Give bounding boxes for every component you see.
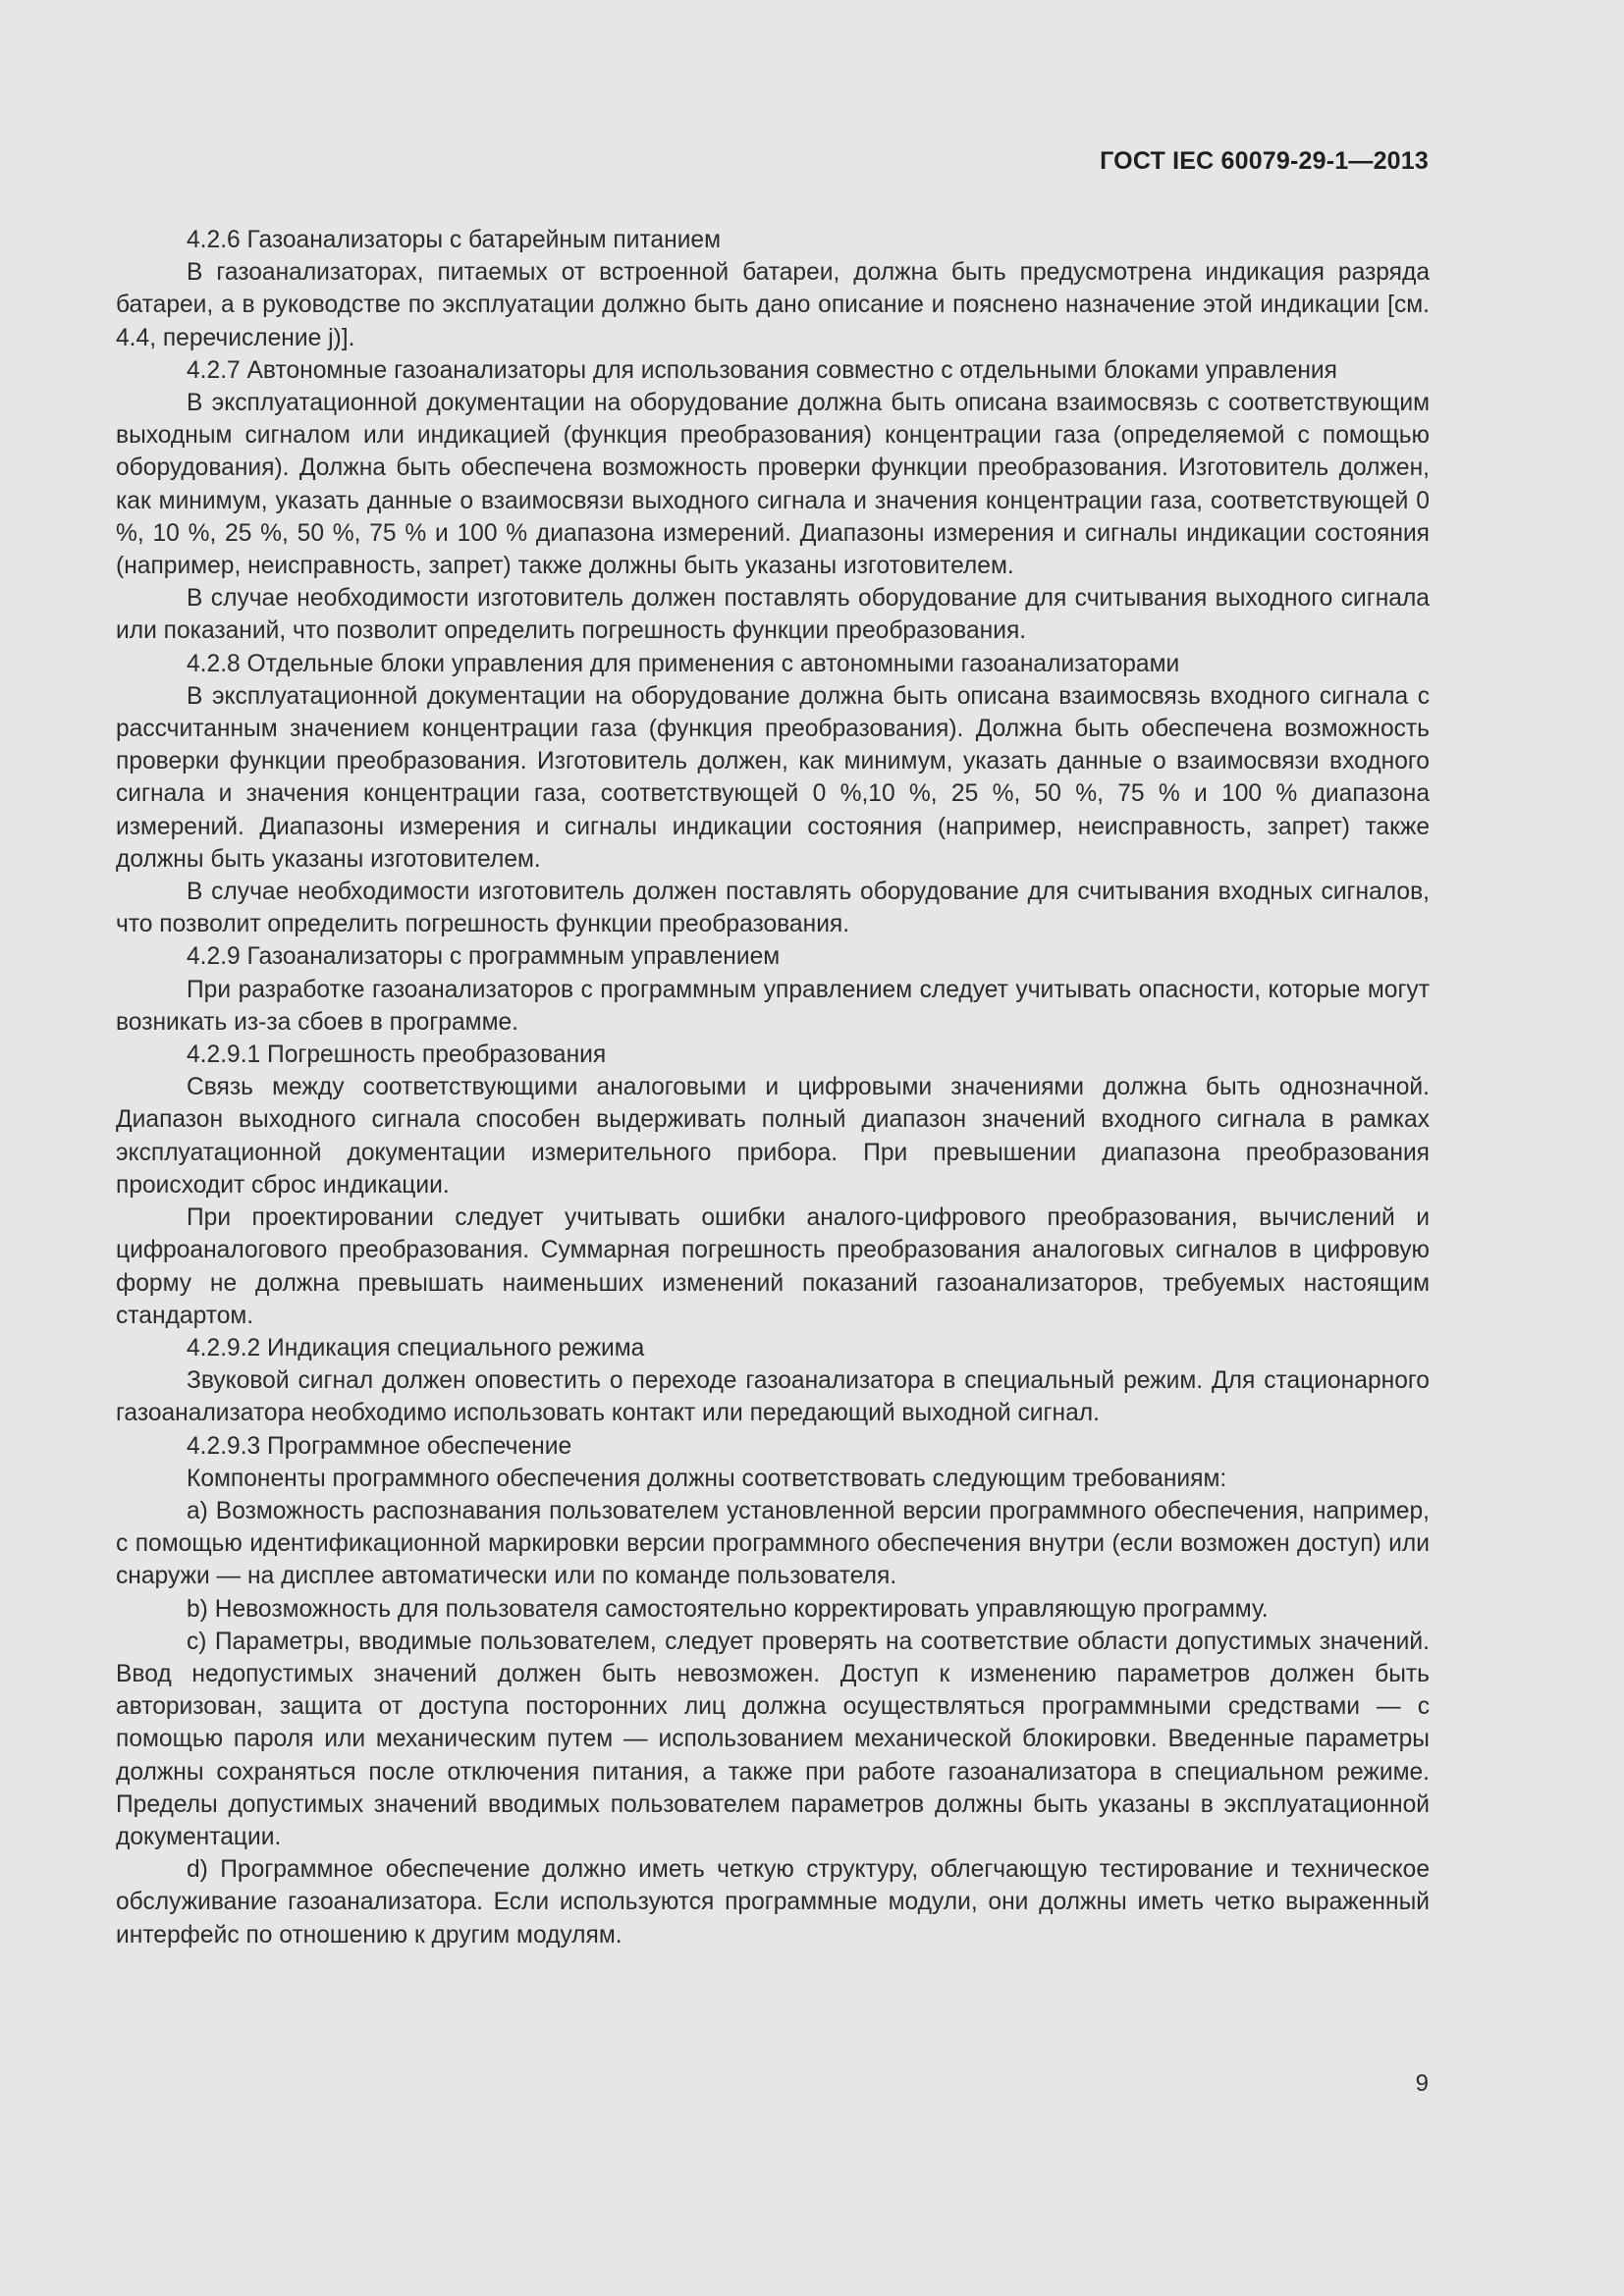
section-heading-4-2-9-2: 4.2.9.2 Индикация специального режима xyxy=(187,1334,645,1362)
section-heading-4-2-9: 4.2.9 Газоанализаторы с программным управлением xyxy=(187,943,781,971)
paragraph-input-reading-equipment: В случае необходимости изготовитель должен поставлять оборудование для считывания входных сигналов, что позволит определить погрешность функции преобразования. xyxy=(116,879,1430,938)
section-heading-4-2-9-3: 4.2.9.3 Программное обеспечение xyxy=(187,1432,572,1460)
paragraph-battery-indication: В газоанализаторах, питаемых от встроенной батареи, должна быть предусмотрена индикация разряда батареи, а в руководстве по эксплуатации должно быть дано описание и пояснено назначение этой индикации [см. 4.4, перечисление j)]. xyxy=(116,259,1430,351)
paragraph-software-hazards: При разработке газоанализаторов с программным управлением следует учитывать опасности, которые могут возникать из-за сбоев в программе. xyxy=(116,976,1430,1036)
list-item-d: d) Программное обеспечение должно иметь четкую структуру, облегчающую тестирование и техническое обслуживание газоанализатора. Если используются программные модули, они должны иметь четко выраженный интерфейс по отношению к другим модулям. xyxy=(116,1856,1430,1949)
section-heading-4-2-8: 4.2.8 Отдельные блоки управления для применения с автономными газоанализаторами xyxy=(187,650,1180,677)
paragraph-output-signal-relation: В эксплуатационной документации на оборудование должна быть описана взаимосвязь с соответствующим выходным сигналом или индикацией (функция преобразования) концентрации газа (определяемой с помощью оборудования). Должна быть обеспечена возможность проверки функции преобразования. Изготовитель должен, как минимум, указать данные о взаимосвязи выходного сигнала и значения концентрации газа, соответствующей 0 %, 10 %, 25 %, 50 %, 75 % и 100 % диапазона измерений. Диапазоны измерения и сигналы индикации состояния (например, неисправность, запрет) также должны быть указаны изготовителем. xyxy=(116,390,1430,580)
standard-identifier: ГОСТ IEC 60079-29-1—2013 xyxy=(1100,147,1429,175)
page-number: 9 xyxy=(1415,2070,1429,2097)
list-item-b: b) Невозможность для пользователя самостоятельно корректировать управляющую программу. xyxy=(187,1595,1269,1623)
section-heading-4-2-9-1: 4.2.9.1 Погрешность преобразования xyxy=(187,1041,607,1069)
paragraph-special-mode-signal: Звуковой сигнал должен оповестить о переходе газоанализатора в специальный режим. Для стационарного газоанализатора необходимо использовать контакт или передающий выходной сигнал. xyxy=(116,1367,1430,1427)
paragraph-output-reading-equipment: В случае необходимости изготовитель должен поставлять оборудование для считывания выходного сигнала или показаний, что позволит определить погрешность функции преобразования. xyxy=(116,585,1430,645)
list-item-c: c) Параметры, вводимые пользователем, следует проверять на соответствие области допустимых значений. Ввод недопустимых значений должен быть невозможен. Доступ к изменению параметров должен быть авторизован, защита от доступа посторонних лиц должна осуществляться программными средствами — с помощью пароля или механическим путем — использованием механической блокировки. Введенные параметры должны сохраняться после отключения питания, а также при работе газоанализатора в специальном режиме. Пределы допустимых значений вводимых пользователем параметров должны быть указаны в эксплуатационной документации. xyxy=(116,1628,1430,1850)
paragraph-conversion-errors: При проектировании следует учитывать ошибки аналого-цифрового преобразования, вычислений и цифроаналогового преобразования. Суммарная погрешность преобразования аналоговых сигналов в цифровую форму не должна превышать наименьших изменений показаний газоанализаторов, требуемых настоящим стандартом. xyxy=(116,1204,1430,1329)
document-body xyxy=(116,224,1430,1951)
list-item-a: a) Возможность распознавания пользователем установленной версии программного обеспечения, например, с помощью идентификационной маркировки версии программного обеспечения внутри (если возможен доступ) или снаружи — на дисплее автоматически или по команде пользователя. xyxy=(116,1497,1430,1590)
paragraph-analog-digital-relation: Связь между соответствующими аналоговыми и цифровыми значениями должна быть однозначной. Диапазон выходного сигнала способен выдерживать полный диапазон значений входного сигнала в рамках эксплуатационной документации измерительного прибора. При превышении диапазона преобразования происходит сброс индикации. xyxy=(116,1074,1430,1199)
section-heading-4-2-7: 4.2.7 Автономные газоанализаторы для использования совместно с отдельными блоками управления xyxy=(187,356,1337,384)
paragraph-input-signal-relation: В эксплуатационной документации на оборудование должна быть описана взаимосвязь входного сигнала с рассчитанным значением концентрации газа (функция преобразования). Должна быть обеспечена возможность проверки функции преобразования. Изготовитель должен, как минимум, указать данные о взаимосвязи входного сигнала и значения концентрации газа, соответствующей 0 %,10 %, 25 %, 50 %, 75 % и 100 % диапазона измерений. Диапазоны измерения и сигналы индикации состояния (например, неисправность, запрет) также должны быть указаны изготовителем. xyxy=(116,682,1430,873)
section-heading-4-2-6: 4.2.6 Газоанализаторы с батарейным питанием xyxy=(187,227,722,253)
paragraph-software-requirements-intro: Компоненты программного обеспечения должны соответствовать следующим требованиям: xyxy=(187,1465,1227,1492)
